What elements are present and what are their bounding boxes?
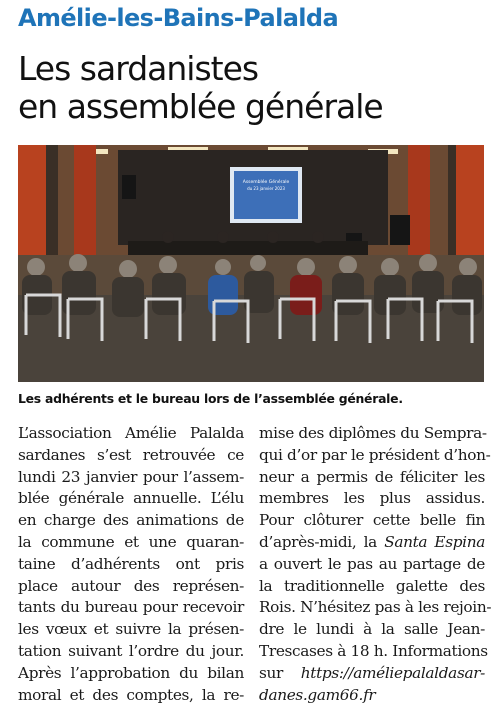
article-text: sur xyxy=(259,663,301,682)
article-line: sardanes s’est retrouvée ce xyxy=(18,445,244,464)
article-line: blée générale annuelle. L’élu xyxy=(18,489,244,508)
group-name: Santa Espina xyxy=(384,532,485,551)
article-line: la traditionnelle galette des xyxy=(259,576,485,595)
article-line: tation suivant l’ordre du jour. xyxy=(18,641,244,660)
article-line: neur a permis de féliciter les xyxy=(259,467,485,486)
article-line: Après l’approbation du bilan xyxy=(18,663,244,682)
article-line: taine d’adhérents ont pris xyxy=(18,554,244,573)
article-column-right xyxy=(259,423,492,706)
article-line: Rois. N’hésitez pas à les rejoin- xyxy=(259,598,492,617)
article-line: la commune et une quaran- xyxy=(18,532,244,551)
article-line: L’association Amélie Palalda xyxy=(18,424,244,442)
article-photo xyxy=(18,145,484,382)
article-line: dre le lundi à la salle Jean- xyxy=(259,620,485,639)
section-kicker: Amélie-les-Bains-Palalda xyxy=(18,4,339,32)
article-line xyxy=(259,685,485,707)
headline-line-2: en assemblée générale xyxy=(18,87,383,126)
headline xyxy=(18,50,488,126)
headline-line-1: Les sardanistes xyxy=(18,49,259,88)
article-line: qui d’or par le président d’hon- xyxy=(259,445,491,464)
article-line: mise des diplômes du Sempra- xyxy=(259,424,487,442)
article-line: les vœux et suivre la présen- xyxy=(18,620,244,639)
article-line: membres les plus assidus. xyxy=(259,489,485,508)
article-line: a ouvert le pas au partage de xyxy=(259,554,485,573)
article-line-mixed xyxy=(259,663,485,685)
screen-title: Assemblée Générale xyxy=(242,180,290,185)
article-line: en charge des animations de xyxy=(18,511,244,530)
article-line: lundi 23 janvier pour l’assem- xyxy=(18,467,244,486)
screen-subtitle: du 23 janvier 2023 xyxy=(247,186,285,191)
article-line-mixed xyxy=(259,532,485,554)
article-column-left xyxy=(18,423,244,706)
article-line: tants du bureau pour recevoir xyxy=(18,598,244,617)
article-line: moral et des comptes, la re- xyxy=(18,685,244,704)
website-link[interactable]: https://améliepalaldasar- xyxy=(300,663,485,682)
website-link-continued[interactable]: danes.gam66.fr xyxy=(259,685,376,704)
photo-caption: Les adhérents et le bureau lors de l’assemblée générale. xyxy=(18,391,403,406)
article-text: d’après-midi, la xyxy=(259,532,385,551)
article-line: Trescases à 18 h. Informations xyxy=(259,641,488,660)
article-line: place autour des représen- xyxy=(18,576,244,595)
assembly-hall-illustration xyxy=(18,145,484,382)
article-line: Pour clôturer cette belle fin xyxy=(259,511,485,530)
